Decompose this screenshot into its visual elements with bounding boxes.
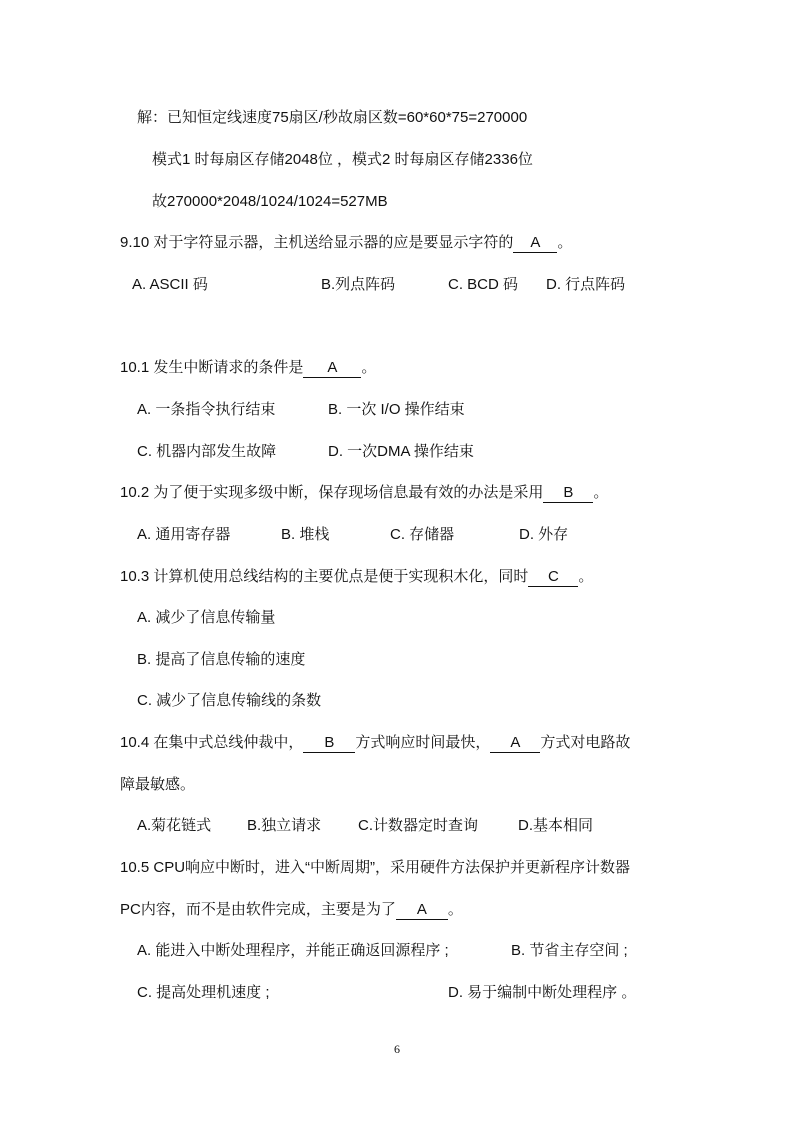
question-end: 。	[557, 234, 573, 251]
question-middle: 方式响应时间最快，	[355, 734, 491, 751]
answer-blank-1: B	[303, 734, 355, 753]
option-a: A. 通用寄存器	[137, 526, 231, 543]
option-d: D. 行点阵码	[546, 276, 626, 293]
option-b: B.独立请求	[247, 817, 322, 834]
solution-line-3: 故270000*2048/1024/1024=527MB	[152, 193, 388, 210]
option-d: D. 外存	[519, 526, 569, 543]
solution-line-2: 模式1 时每扇区存储2048位 ，模式2 时每扇区存储2336位	[152, 151, 533, 168]
option-a: A. 能进入中断处理程序，并能正确返回源程序 ;	[137, 942, 449, 959]
solution-line-1: 解：已知恒定线速度75扇区/秒故扇区数=60*60*75=270000	[137, 109, 528, 126]
option-c: C. 机器内部发生故障	[137, 443, 277, 460]
option-b: B. 节省主存空间 ;	[511, 942, 628, 959]
question-10-5-continued	[120, 900, 463, 920]
question-stem: 10.1 发生中断请求的条件是	[120, 359, 304, 376]
question-stem: 10.2 为了便于实现多级中断，保存现场信息最有效的办法是采用	[120, 484, 544, 501]
option-c: C. BCD 码	[448, 276, 519, 293]
answer-blank-2: A	[490, 734, 540, 753]
option-a: A. 一条指令执行结束	[137, 401, 276, 418]
option-b: B.列点阵码	[321, 276, 396, 293]
question-stem: 9.10 对于字符显示器，主机送给显示器的应是要显示字符的	[120, 234, 514, 251]
option-a: A. ASCII 码	[132, 276, 208, 293]
option-a: A.菊花链式	[137, 817, 212, 834]
question-stem: PC内容，而不是由软件完成，主要是为了	[120, 901, 396, 918]
question-10-4	[120, 733, 630, 753]
question-10-2	[120, 483, 608, 503]
option-d: D. 易于编制中断处理程序 。	[448, 984, 637, 1001]
question-stem: 10.3 计算机使用总线结构的主要优点是便于实现积木化，同时	[120, 568, 529, 585]
option-c: C. 减少了信息传输线的条数	[137, 692, 322, 709]
question-10-5: 10.5 CPU响应中断时，进入“中断周期”，采用硬件方法保护并更新程序计数器	[120, 859, 631, 876]
answer-blank: A	[513, 234, 557, 253]
option-c: C. 提高处理机速度 ;	[137, 984, 270, 1001]
question-end: 。	[447, 901, 463, 918]
question-10-1	[120, 358, 376, 378]
answer-blank: B	[543, 484, 593, 503]
question-stem: 10.4 在集中式总线仲裁中，	[120, 734, 304, 751]
answer-blank: C	[528, 568, 578, 587]
answer-blank: A	[303, 359, 361, 378]
option-b: B. 堆栈	[281, 526, 330, 543]
question-10-4-continued: 障最敏感。	[120, 776, 196, 793]
question-end: 。	[578, 568, 594, 585]
question-end: 。	[593, 484, 609, 501]
question-tail: 方式对电路故	[540, 734, 631, 751]
option-d: D.基本相同	[518, 817, 594, 834]
answer-blank: A	[396, 901, 448, 920]
question-9-10	[120, 233, 572, 253]
option-b: B. 提高了信息传输的速度	[137, 651, 306, 668]
option-c: C.计数器定时查询	[358, 817, 479, 834]
option-b: B. 一次 I/O 操作结束	[328, 401, 465, 418]
option-a: A. 减少了信息传输量	[137, 609, 276, 626]
page-number: 6	[394, 1042, 400, 1056]
option-c: C. 存储器	[390, 526, 455, 543]
question-end: 。	[361, 359, 377, 376]
question-10-3	[120, 567, 593, 587]
option-d: D. 一次DMA 操作结束	[328, 443, 474, 460]
